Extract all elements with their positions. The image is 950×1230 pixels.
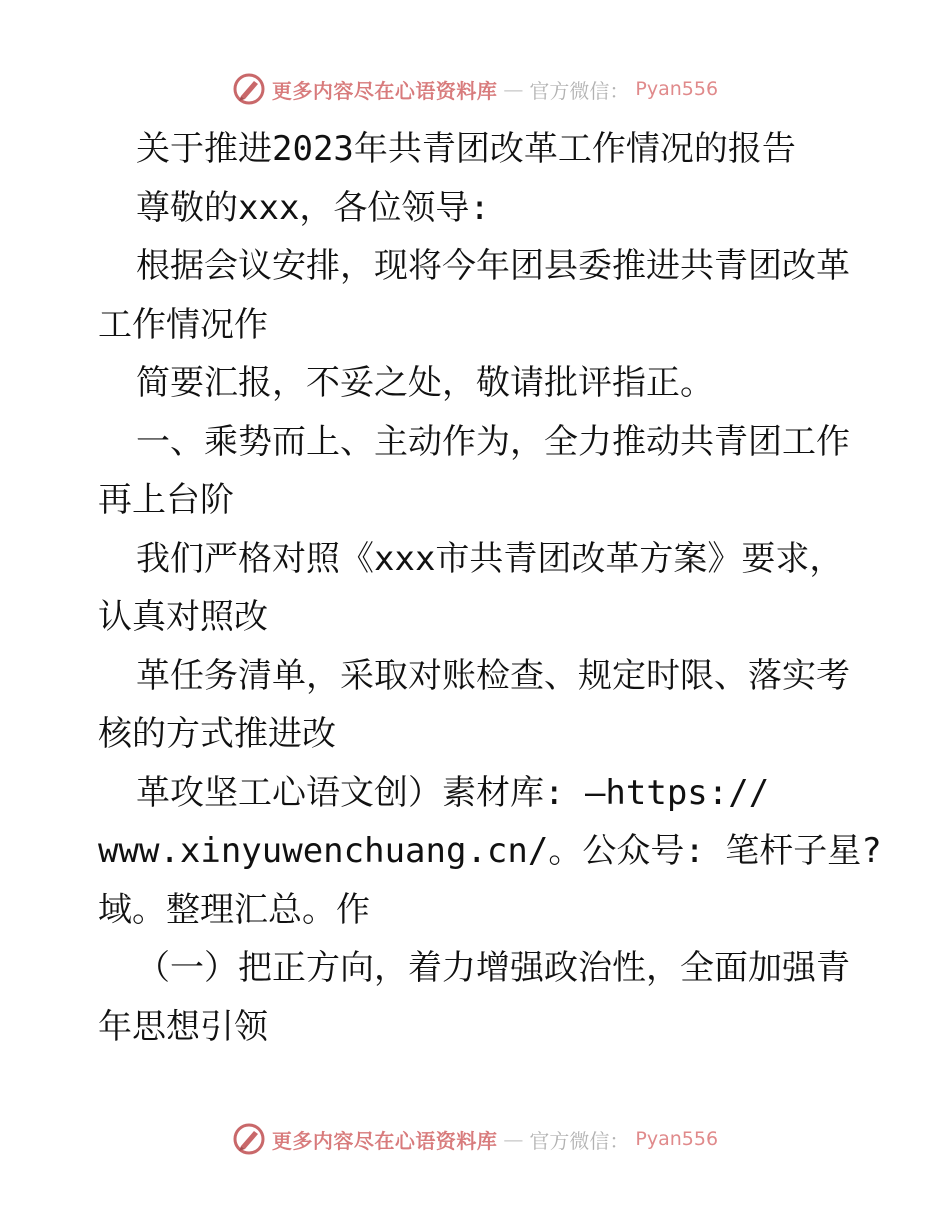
watermark-wechat-id: Pyan556 xyxy=(635,1128,719,1150)
watermark-wechat-id: Pyan556 xyxy=(635,78,719,100)
section-heading: 一、乘势而上、主动作为，全力推动共青团工作 xyxy=(136,421,850,462)
watermark-brand: 更多内容尽在心语资料库 xyxy=(271,1128,498,1153)
paragraph-line: 域。整理汇总。作 xyxy=(98,889,370,930)
pen-seal-logo-icon xyxy=(232,72,266,106)
paragraph-line: 核的方式推进改 xyxy=(98,714,336,754)
salutation: 尊敬的xxx，各位领导: xyxy=(136,187,490,228)
paragraph-line: 根据会议安排，现将今年团县委推进共青团改革 xyxy=(136,246,850,286)
header-watermark xyxy=(0,72,950,106)
document-body xyxy=(98,120,882,1056)
paragraph-line: www.xinyuwenchuang.cn/。公众号: 笔杆子星? xyxy=(98,831,882,871)
paragraph-line: 革任务清单，采取对账检查、规定时限、落实考 xyxy=(136,655,850,696)
pen-seal-logo-icon xyxy=(232,1122,266,1156)
watermark-separator: — xyxy=(503,77,524,101)
paragraph-line: 我们严格对照《xxx市共青团改革方案》要求， xyxy=(136,538,844,579)
paragraph-line: 简要汇报，不妥之处，敬请批评指正。 xyxy=(136,363,714,403)
watermark-separator: — xyxy=(503,1127,524,1151)
watermark-brand: 更多内容尽在心语资料库 xyxy=(271,78,498,103)
paragraph-line: 认真对照改 xyxy=(98,597,268,637)
footer-watermark xyxy=(0,1122,950,1156)
watermark-official-label: 官方微信： xyxy=(529,1128,630,1153)
document-title: 关于推进2023年共青团改革工作情况的报告 xyxy=(136,129,796,169)
paragraph-line: 革攻坚工心语文创）素材库: —https:// xyxy=(136,772,770,813)
watermark-official-label: 官方微信： xyxy=(529,78,630,103)
section-heading-cont: 再上台阶 xyxy=(98,480,234,520)
subsection-heading: （一）把正方向，着力增强政治性，全面加强青 xyxy=(136,948,850,988)
paragraph-line: 工作情况作 xyxy=(98,304,268,345)
subsection-heading-cont: 年思想引领 xyxy=(98,1006,268,1047)
